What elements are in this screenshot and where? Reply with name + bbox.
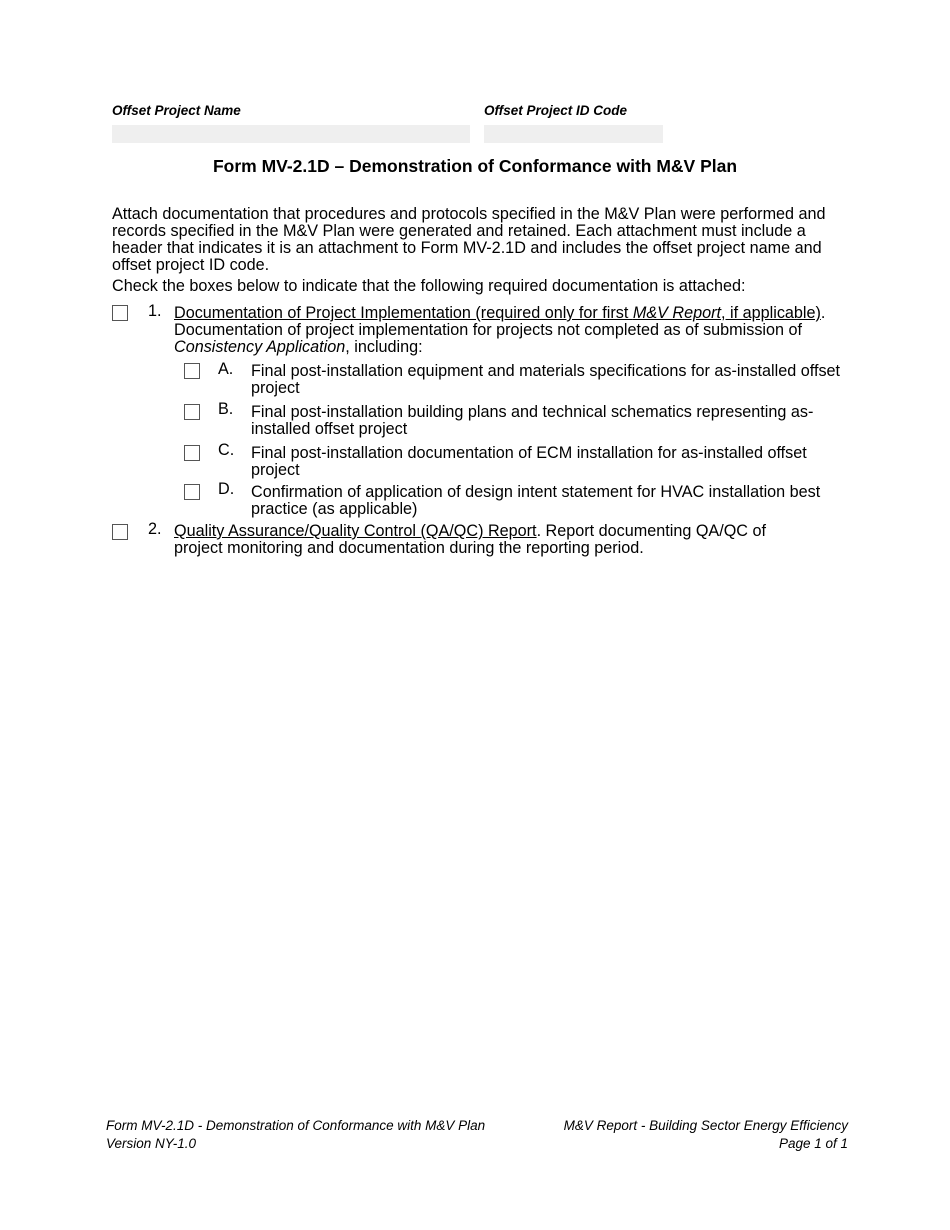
footer-right: [564, 1117, 848, 1153]
instruction-text: Check the boxes below to indicate that the following required documentation is attached:: [112, 277, 746, 295]
project-id-label: Offset Project ID Code: [484, 103, 628, 118]
project-name-field[interactable]: [112, 125, 470, 143]
footer-report-name: M&V Report - Building Sector Energy Efficiency: [563, 1118, 848, 1133]
item-1-heading-italic: M&V Report: [632, 304, 722, 322]
subitem-b-letter: B.: [218, 400, 234, 418]
subitem-d-checkbox[interactable]: [184, 484, 200, 500]
item-1-body-part1: . Documentation of project implementation for projects not completed as of submission of: [174, 304, 826, 339]
item-1-body-part2: , including:: [345, 338, 423, 356]
item-1-heading-part1: Documentation of Project Implementation (required only for first: [174, 304, 633, 322]
item-2-text: [174, 523, 814, 557]
subitem-a-letter: A.: [218, 360, 234, 378]
footer-form-name: Form MV-2.1D - Demonstration of Conformance with M&V Plan: [106, 1118, 486, 1133]
intro-paragraph: Attach documentation that procedures and protocols specified in the M&V Plan were performed and records specified in the M&V Plan were generated and retained. Each attachment must include a header that indicates it is an attachment to Form MV-2.1D and includes the offset project name and offset project ID code.: [112, 205, 826, 274]
subitem-b-checkbox[interactable]: [184, 404, 200, 420]
item-1-heading-part2: , if applicable): [721, 304, 821, 322]
subitem-a-text: Final post-installation equipment and materials specifications for as-installed offset project: [251, 362, 841, 397]
subitem-d-letter: D.: [218, 480, 235, 498]
subitem-c-text: Final post-installation documentation of ECM installation for as-installed offset project: [251, 444, 807, 479]
subitem-c-checkbox[interactable]: [184, 445, 200, 461]
subitem-c-letter: C.: [218, 441, 235, 459]
project-id-field[interactable]: [484, 125, 663, 143]
item-1-checkbox[interactable]: [112, 305, 128, 321]
item-1-number: 1.: [148, 302, 162, 320]
item-2-number: 2.: [148, 520, 162, 538]
item-2-checkbox[interactable]: [112, 524, 128, 540]
footer-page-number: Page 1 of 1: [778, 1136, 848, 1151]
subitem-a-checkbox[interactable]: [184, 363, 200, 379]
subitem-d-text: Confirmation of application of design intent statement for HVAC installation best practice (as applicable): [251, 483, 821, 518]
item-2-heading: Quality Assurance/Quality Control (QA/QC) Report: [174, 522, 537, 540]
form-title: Form MV-2.1D – Demonstration of Conformance with M&V Plan: [212, 156, 738, 176]
item-1-body-italic: Consistency Application: [174, 338, 346, 356]
project-name-label: Offset Project Name: [112, 103, 241, 118]
item-2-body: . Report documenting QA/QC of project monitoring and documentation during the reporting period.: [174, 522, 766, 557]
footer-version: Version NY-1.0: [106, 1136, 197, 1151]
subitem-b-text: Final post-installation building plans and technical schematics representing as-installed offset project: [251, 403, 814, 438]
item-1-text: [174, 305, 834, 356]
footer-left: [106, 1117, 485, 1153]
